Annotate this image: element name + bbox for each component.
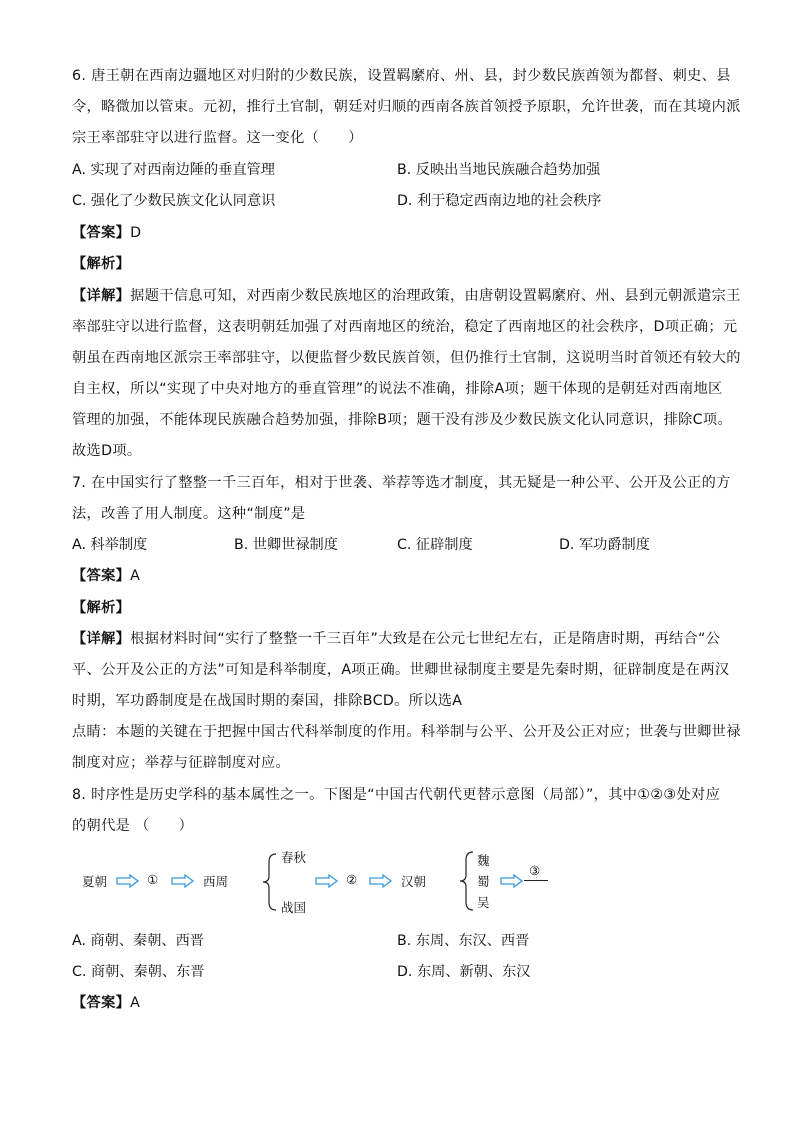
q6-detail-line-1: 【详解】据题干信息可知，对西南少数民族地区的治理政策，由唐朝设置羁縻府、州、县到元朝派遣宗王 [72,288,741,304]
q6-detail-line-4: 自主权，所以“实现了中央对地方的垂直管理”的说法不准确，排除A项；题干体现的是朝廷对西南地区 [72,381,723,397]
q6-detail-line-5: 管理的加强，不能体现民族融合趋势加强，排除B项；题干没有涉及少数民族文化认同意识，排除C项。 [72,412,732,428]
q7-option-a: A. 科举制度 [72,537,148,553]
left-brace-icon [455,850,477,912]
diagram-han: 汉朝 [401,874,427,889]
diagram-circle-1: ① [147,872,159,887]
q7-note-line-2: 制度对应；举荐与征辟制度对应。 [72,755,291,771]
q8-option-c: C. 商朝、秦朝、东晋 [72,964,205,980]
q7-answer [72,566,140,586]
q6-stem-line-1: 6. 唐王朝在西南边疆地区对归附的少数民族，设置羁縻府、州、县，封少数民族酋领为都督、刺史、县 [72,68,731,84]
q7-option-b: B. 世卿世禄制度 [234,537,338,553]
q7-option-d: D. 军功爵制度 [559,537,650,553]
q8-stem-line-1: 8. 时序性是历史学科的基本属性之一。下图是“中国古代朝代更替示意图（局部）”，其中①②③处对应 [72,787,721,803]
q6-stem-line-3: 宗王率部驻守以进行监督。这一变化（ ） [72,130,363,146]
detail-tag: 【详解】 [72,288,131,304]
diagram-chunqiu: 春秋 [281,850,307,865]
blank-underline [524,880,548,881]
diagram-zhanguo: 战国 [281,900,307,915]
diagram-circle-2: ② [346,872,358,887]
answer-tag: 【答案】 [72,225,131,241]
diagram-wu: 吴 [477,895,490,910]
detail-tag: 【详解】 [72,631,131,647]
q6-detail-line-3: 朝虽在西南地区派宗王率部驻守，以便监督少数民族首领，但仍推行土官制，这说明当时首领还有较大的 [72,350,741,366]
q7-stem-line-2: 法，改善了用人制度。这种“制度”是 [72,506,306,522]
answer-tag: 【答案】 [72,568,131,584]
q6-answer [72,223,141,243]
answer-tag: 【答案】 [72,995,131,1011]
arrow-icon [116,874,140,888]
arrow-icon [315,874,339,888]
q6-option-a: A. 实现了对西南边陲的垂直管理 [72,162,275,178]
diagram-wei: 魏 [477,853,490,868]
arrow-icon [500,874,524,888]
answer-value: A [130,995,141,1011]
answer-value: A [130,568,141,584]
q8-stem-line-2: 的朝代是 （ ） [72,818,194,834]
q7-stem-line-1: 7. 在中国实行了整整一千三百年，相对于世袭、举荐等选才制度，其无疑是一种公平、公开及公正的方 [72,475,731,491]
q7-analysis-tag: 【解析】 [72,600,131,616]
diagram-xia: 夏朝 [82,874,108,889]
left-brace-icon [258,852,280,912]
q7-detail-line-3: 时期，军功爵制度是在战国时期的秦国，排除BCD。所以选A [72,693,463,709]
q6-option-d: D. 利于稳定西南边地的社会秩序 [397,193,602,209]
q6-detail-line-6: 故选D项。 [72,443,142,459]
answer-value: D [130,225,142,241]
q7-option-c: C. 征辟制度 [397,537,473,553]
q7-note-line-1: 点睛：本题的关键在于把握中国古代科举制度的作用。科举制与公平、公开及公正对应；世袭与世卿世禄 [72,724,741,740]
q6-option-c: C. 强化了少数民族文化认同意识 [72,193,276,209]
q8-option-d: D. 东周、新朝、东汉 [397,964,531,980]
q7-detail-line-2: 平、公开及公正的方法”可知是科举制度，A项正确。世卿世禄制度主要是先秦时期，征辟制度是在两汉 [72,662,730,678]
q8-option-b: B. 东周、东汉、西晋 [397,933,530,949]
diagram-xizhou: 西周 [203,874,229,889]
q8-answer [72,993,140,1013]
q6-stem-line-2: 令，略微加以管束。元初，推行土官制，朝廷对归顺的西南各族首领授予原职，允许世袭，而在其境内派 [72,99,741,115]
diagram-circle-3: ③ [529,863,541,878]
arrow-icon [171,874,195,888]
arrow-icon [369,874,393,888]
diagram-shu: 蜀 [477,874,490,889]
q8-option-a: A. 商朝、秦朝、西晋 [72,933,204,949]
q7-detail-line-1: 【详解】根据材料时间“实行了整整一千三百年”大致是在公元七世纪左右，正是隋唐时期，再结合“公 [72,631,721,647]
q6-analysis-tag: 【解析】 [72,256,131,272]
q6-option-b: B. 反映出当地民族融合趋势加强 [397,162,601,178]
q6-detail-line-2: 率部驻守以进行监督，这表明朝廷加强了对西南地区的统治，稳定了西南地区的社会秩序，D项正确；元 [72,319,738,335]
